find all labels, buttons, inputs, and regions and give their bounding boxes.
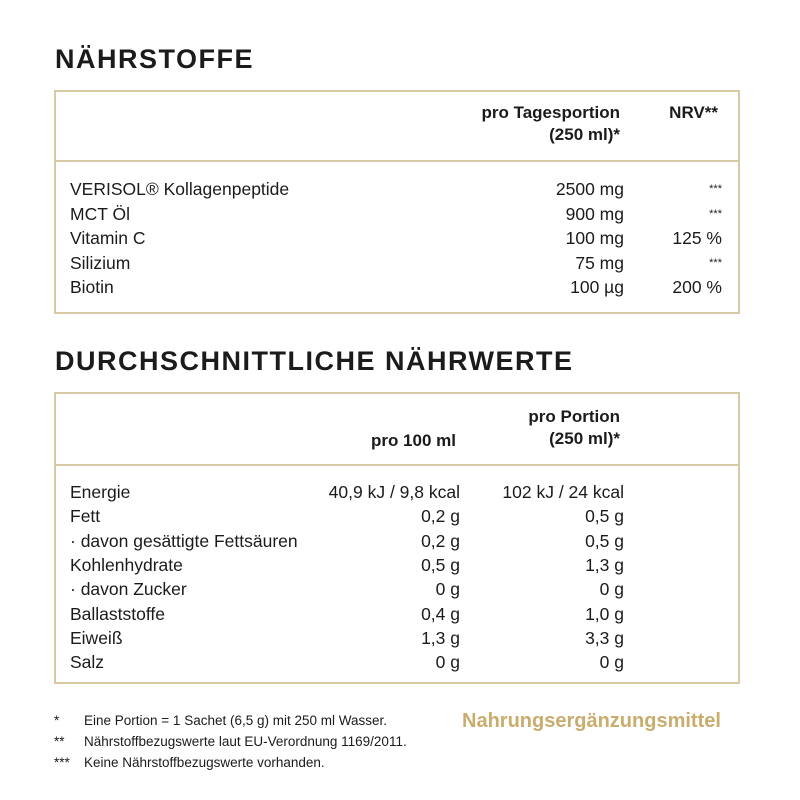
nutrition-row bbox=[70, 577, 730, 601]
footnote-text: Eine Portion = 1 Sachet (6,5 g) mit 250 ml Wasser. bbox=[84, 713, 388, 728]
nutrition-per-portion: 1,3 g bbox=[585, 554, 624, 575]
nutrient-nrv: *** bbox=[709, 183, 722, 195]
nutrient-row bbox=[70, 177, 730, 201]
nutrition-row bbox=[70, 626, 730, 650]
header-per-daily-portion bbox=[481, 102, 620, 146]
nutrition-per-portion: 1,0 g bbox=[585, 603, 624, 624]
footnote-mark: * bbox=[54, 713, 60, 728]
nutrients-table bbox=[54, 90, 740, 314]
nutrition-per-portion: 0,5 g bbox=[585, 530, 624, 551]
nutrient-label: MCT Öl bbox=[70, 203, 130, 224]
nutrient-nrv: 125 % bbox=[672, 228, 722, 248]
nutrition-label: Kohlenhydrate bbox=[70, 554, 183, 575]
header-per-portion bbox=[528, 406, 620, 450]
nutrition-per-100ml: 1,3 g bbox=[421, 627, 460, 648]
footnote-mark: ** bbox=[54, 734, 65, 749]
nutrition-per-100ml: 0 g bbox=[435, 652, 460, 673]
nutrient-row bbox=[70, 226, 730, 250]
nutrition-per-portion: 0 g bbox=[599, 579, 624, 600]
nutrient-nrv: *** bbox=[709, 256, 722, 269]
nutrition-per-portion: 3,3 g bbox=[585, 627, 624, 648]
nutrition-row bbox=[70, 650, 730, 674]
footnote bbox=[54, 710, 407, 731]
nutrient-nrv: 200 % bbox=[672, 277, 722, 297]
nutrition-row bbox=[70, 553, 730, 577]
nutrition-label: Ballaststoffe bbox=[70, 603, 166, 624]
nutrients-table-header bbox=[56, 92, 738, 162]
footnote-text: Keine Nährstoffbezugswerte vorhanden. bbox=[84, 755, 325, 770]
nutrition-per-100ml: 0,4 g bbox=[421, 603, 460, 624]
header-per-portion-line2: (250 ml)* bbox=[549, 429, 620, 448]
nutrients-title: NÄHRSTOFFE bbox=[55, 44, 255, 74]
nutrition-per-100ml: 40,9 kJ / 9,8 kcal bbox=[328, 482, 460, 502]
nutrition-row bbox=[70, 529, 730, 553]
nutrition-per-portion: 0 g bbox=[599, 652, 624, 673]
nutrition-row bbox=[70, 602, 730, 626]
nutrient-amount: 100 µg bbox=[570, 277, 624, 297]
nutrition-row bbox=[70, 504, 730, 528]
nutrition-per-100ml: 0 g bbox=[435, 579, 460, 600]
footnote-mark: *** bbox=[54, 755, 70, 770]
footnote bbox=[54, 731, 407, 752]
footnote-text: Nährstoffbezugswerte laut EU-Verordnung 1169/2011. bbox=[84, 734, 407, 749]
nutrient-amount: 900 mg bbox=[565, 203, 624, 224]
header-per-daily-portion-line1: pro Tagesportion bbox=[481, 103, 620, 122]
nutrition-label: · davon gesättigte Fettsäuren bbox=[70, 530, 298, 551]
nutrient-row bbox=[70, 275, 730, 299]
nutrient-label: VERISOL® Kollagenpeptide bbox=[70, 179, 290, 199]
nutrient-nrv: *** bbox=[709, 207, 722, 220]
footnotes bbox=[54, 710, 407, 773]
supplement-tagline: Nahrungsergänzungsmittel bbox=[462, 710, 721, 732]
header-per-portion-line1: pro Portion bbox=[528, 407, 620, 426]
nutrition-label: Energie bbox=[70, 482, 131, 502]
header-nrv: NRV** bbox=[669, 103, 718, 122]
nutrition-table bbox=[54, 392, 740, 684]
nutrition-per-100ml: 0,5 g bbox=[421, 554, 460, 575]
nutrient-amount: 100 mg bbox=[565, 228, 624, 248]
nutrition-row bbox=[70, 480, 730, 504]
nutrition-label: Eiweiß bbox=[70, 627, 123, 648]
nutrient-row bbox=[70, 202, 730, 226]
nutrient-amount: 2500 mg bbox=[555, 179, 624, 199]
header-per-daily-portion-line2: (250 ml)* bbox=[549, 125, 620, 144]
header-per-100ml: pro 100 ml bbox=[370, 431, 456, 450]
footnote bbox=[54, 752, 407, 773]
nutrient-label: Vitamin C bbox=[70, 228, 146, 248]
nutrient-amount: 75 mg bbox=[575, 252, 624, 273]
nutrition-facts-title: DURCHSCHNITTLICHE NÄHRWERTE bbox=[55, 346, 574, 376]
nutrition-per-portion: 0,5 g bbox=[585, 506, 624, 527]
nutrition-table-header bbox=[56, 394, 738, 466]
nutrition-label: · davon Zucker bbox=[70, 579, 187, 600]
nutrient-row bbox=[70, 251, 730, 275]
nutrient-label: Biotin bbox=[70, 277, 114, 297]
nutrition-per-100ml: 0,2 g bbox=[421, 506, 460, 527]
nutrition-per-portion: 102 kJ / 24 kcal bbox=[502, 482, 624, 502]
nutrition-label: Fett bbox=[70, 506, 101, 527]
nutrient-label: Silizium bbox=[70, 252, 131, 273]
nutrition-per-100ml: 0,2 g bbox=[421, 530, 460, 551]
nutrition-label: Salz bbox=[70, 652, 105, 673]
